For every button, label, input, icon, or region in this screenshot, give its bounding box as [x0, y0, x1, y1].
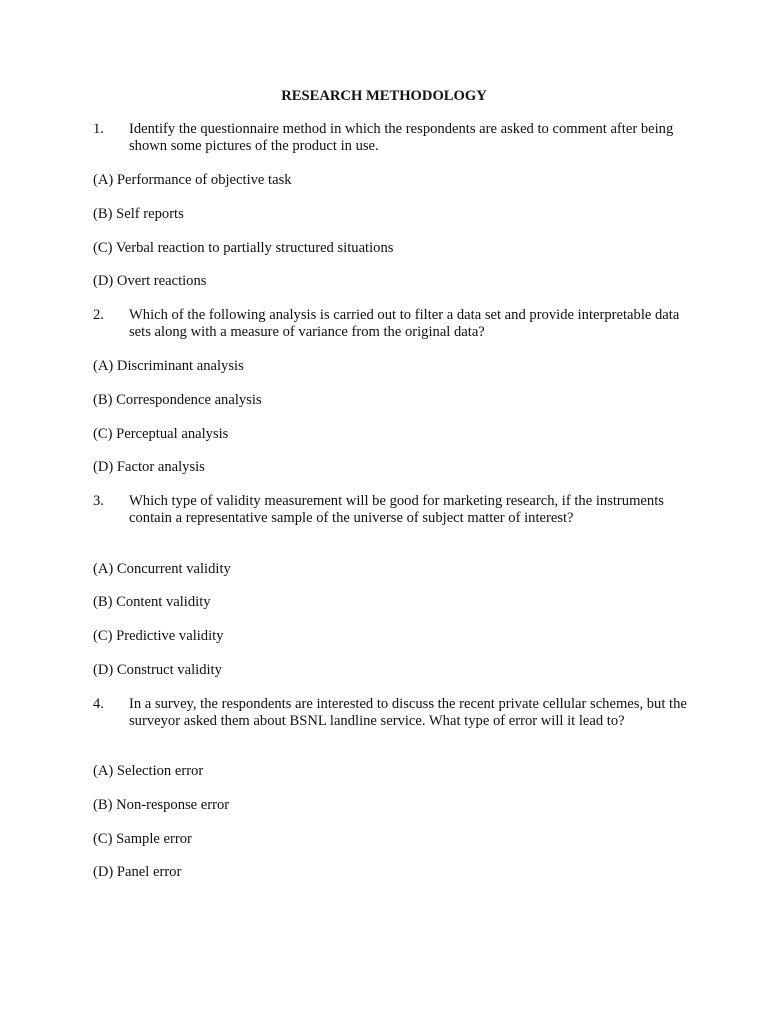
question-1 — [93, 121, 693, 155]
question-number: 1. — [93, 121, 104, 137]
option-3b: (B) Content validity — [93, 594, 211, 610]
question-2 — [93, 307, 693, 341]
question-3 — [93, 493, 693, 527]
option-1d: (D) Overt reactions — [93, 273, 207, 289]
question-text: Identify the questionnaire method in which the respondents are asked to comment after being shown some pictures of the product in use. — [129, 121, 674, 154]
option-3a: (A) Concurrent validity — [93, 561, 231, 577]
option-4b: (B) Non-response error — [93, 797, 230, 813]
document-title: RESEARCH METHODOLOGY — [281, 88, 487, 104]
option-4d: (D) Panel error — [93, 864, 182, 880]
option-2b: (B) Correspondence analysis — [93, 392, 262, 408]
question-text: Which of the following analysis is carried out to filter a data set and provide interpretable data sets along with a measure of variance from the original data? — [129, 307, 680, 340]
question-number: 2. — [93, 307, 104, 323]
option-2a: (A) Discriminant analysis — [93, 358, 244, 374]
option-2c: (C) Perceptual analysis — [93, 426, 229, 442]
option-1a: (A) Performance of objective task — [93, 172, 292, 188]
option-3c: (C) Predictive validity — [93, 628, 224, 644]
question-text: Which type of validity measurement will be good for marketing research, if the instruments contain a representative sample of the universe of subject matter of interest? — [129, 493, 664, 526]
question-text: In a survey, the respondents are interested to discuss the recent private cellular schemes, but the surveyor asked them about BSNL landline service. What type of error will it lead to? — [129, 696, 687, 729]
option-3d: (D) Construct validity — [93, 662, 222, 678]
option-1c: (C) Verbal reaction to partially structured situations — [93, 240, 394, 256]
question-number: 4. — [93, 696, 104, 712]
question-number: 3. — [93, 493, 104, 509]
option-2d: (D) Factor analysis — [93, 459, 205, 475]
option-4a: (A) Selection error — [93, 763, 204, 779]
option-4c: (C) Sample error — [93, 831, 192, 847]
option-1b: (B) Self reports — [93, 206, 184, 222]
question-4 — [93, 696, 693, 730]
